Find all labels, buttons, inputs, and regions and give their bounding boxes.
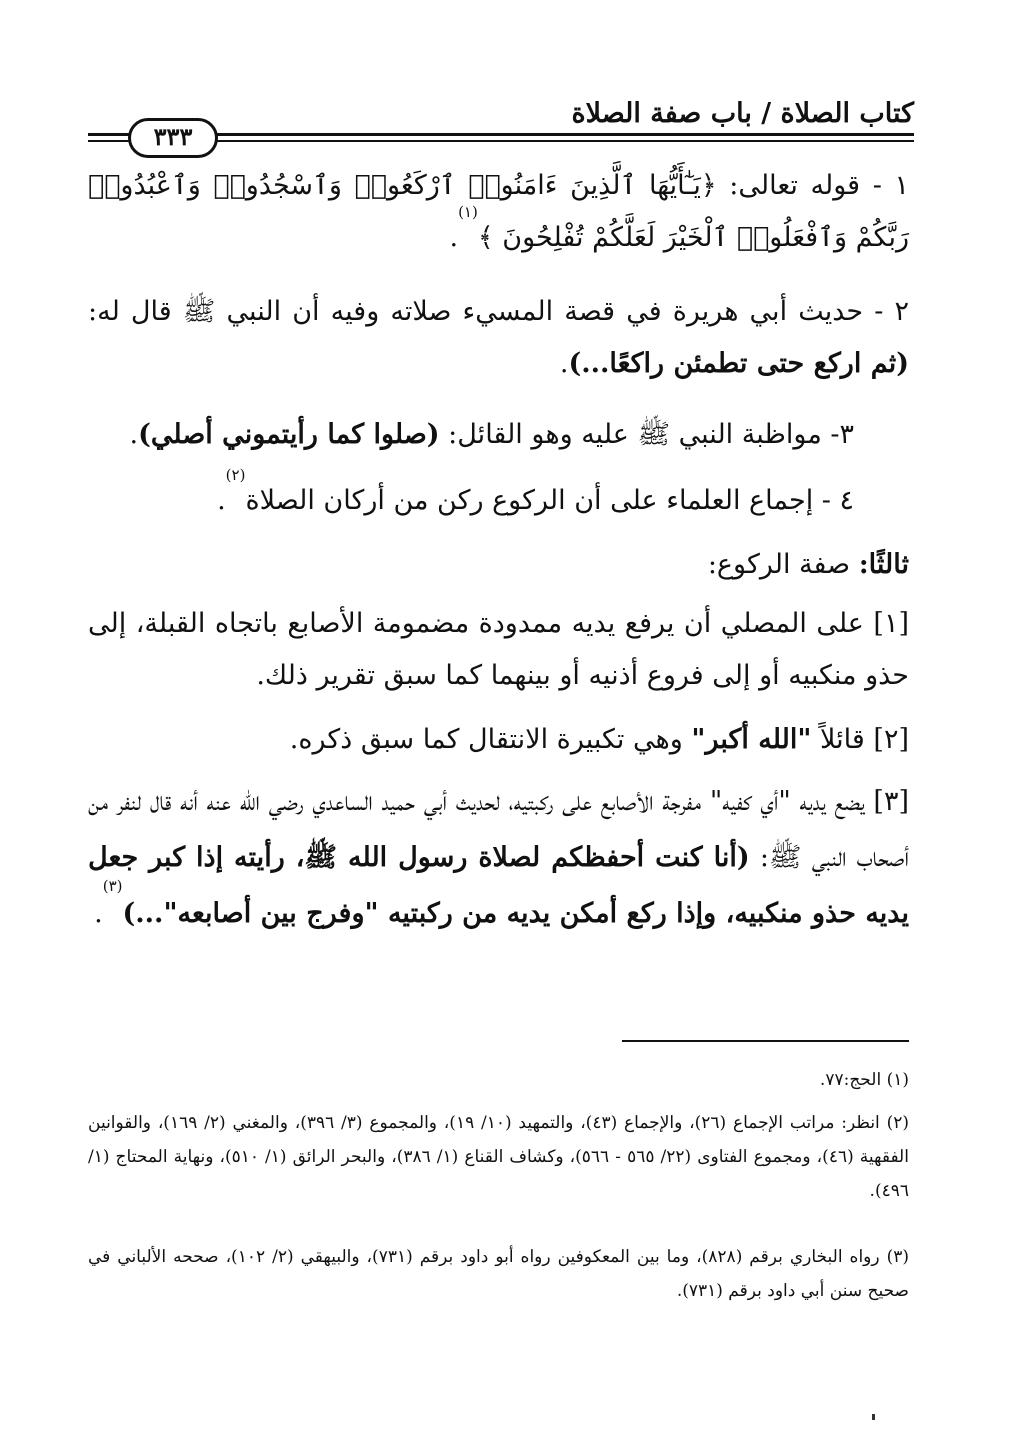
footnote-2: (٢) انظر: مراتب الإجماع (٢٦)، والإجماع (٤٣)، والتمهيد (١٠/ ١٩)، والمجموع (٣/ ٣٩٦)، والمغني (٢/ ١٦٩)، والقوانين الفقهية (٤٦)، ومجموع الفتاوى (٢٢/ ٥٦٥ - ٥٦٦)، وكشاف القناع (١/ ٣٨٦)، والبحر الرائق (١/ ٥١٠)، ونهاية المحتاج (١/ ٤٩٦). bbox=[88, 1113, 909, 1201]
footnote-ref-1: (١) bbox=[458, 203, 478, 221]
paragraph-2-text: ٢ - حديث أبي هريرة في قصة المسيء صلاته وفيه أن النبي ﷺ قال له: bbox=[88, 296, 909, 327]
paragraph-4-text: ٤ - إجماع العلماء على أن الركوع ركن من أركان الصلاة bbox=[245, 485, 854, 516]
paragraph-6-takbir: "الله أكبر" bbox=[691, 724, 812, 755]
paragraph-1-end: . bbox=[449, 222, 459, 253]
paragraph-5-text: [١] على المصلي أن يرفع يديه ممدودة مضمومة الأصابع باتجاه القبلة، إلى حذو منكبيه أو إلى فروع أذنيه أو بينهما كما سبق تقرير ذلك. bbox=[88, 608, 909, 691]
paragraph-6 bbox=[88, 714, 909, 766]
paragraph-7 bbox=[88, 774, 909, 942]
paragraph-4-end: . bbox=[217, 485, 226, 516]
footnote-3: (٣) رواه البخاري برقم (٨٢٨)، وما بين المعكوفين رواه أبو داود برقم (٧٣١)، والبيهقي (٢/ ١٠٢)، صححه الألباني في صحيح سنن أبي داود برقم (٧٣١). bbox=[88, 1247, 909, 1301]
paragraph-6-text-b: وهي تكبيرة الانتقال كما سبق ذكره. bbox=[289, 724, 692, 755]
section-heading bbox=[708, 545, 909, 585]
paragraph-6-text-a: [٢] قائلاً bbox=[811, 724, 909, 755]
quran-quote: ﴿يَـٰٓأَيُّهَا ٱلَّذِينَ ءَامَنُوا۟ ٱرْكَعُوا۟ وَٱسْجُدُوا۟ وَٱعْبُدُوا۟ رَبَّكُمْ وَٱفْعَلُوا۟ ٱلْخَيْرَ لَعَلَّكُمْ تُفْلِحُونَ ﴾ bbox=[88, 170, 909, 253]
paragraph-5 bbox=[88, 598, 909, 702]
page-number: ٣٣٣ bbox=[128, 118, 218, 158]
paragraph-2-hadith: (ثم اركع حتى تطمئن راكعًا...) bbox=[568, 348, 909, 379]
paragraph-3-text: ٣- مواظبة النبي ﷺ عليه وهو القائل: bbox=[439, 419, 854, 450]
paragraph-7-hadith: (أنا كنت أحفظكم لصلاة رسول الله ﷺ، رأيته إذا كبر جعل يديه حذو منكبيه، وإذا ركع أمكن يديه من ركبتيه "وفرج بين أصابعه"...) bbox=[88, 842, 909, 929]
section-heading-label: ثالثًا: bbox=[858, 549, 909, 580]
paragraph-7-end: . bbox=[94, 898, 103, 929]
footnote-ref-2: (٢) bbox=[225, 466, 246, 484]
paragraph-3-end: . bbox=[129, 419, 139, 450]
footnote-separator bbox=[622, 1040, 909, 1042]
paragraph-2 bbox=[88, 286, 909, 390]
print-mark bbox=[872, 1414, 875, 1420]
paragraph-4 bbox=[88, 466, 854, 527]
running-head: كتاب الصلاة / باب صفة الصلاة bbox=[571, 98, 914, 129]
paragraph-1-prefix: ١ - قوله تعالى: bbox=[716, 170, 909, 201]
footnote-ref-3: (٣) bbox=[102, 877, 123, 895]
paragraph-1 bbox=[88, 160, 909, 264]
section-heading-text: صفة الركوع: bbox=[707, 549, 859, 580]
paragraph-2-end: . bbox=[559, 348, 569, 379]
paragraph-7-text: [٣] يضع يديه "أي كفيه" مفرجة الأصابع على ركبتيه، لحديث أبي حميد الساعدي رضي الله عنه أنه قال لنفر من أصحاب النبي ﷺ: bbox=[88, 786, 909, 873]
paragraph-3 bbox=[88, 409, 854, 461]
paragraph-3-hadith: (صلوا كما رأيتموني أصلي) bbox=[138, 419, 440, 450]
footnote-1: (١) الحج:٧٧. bbox=[819, 1070, 909, 1090]
